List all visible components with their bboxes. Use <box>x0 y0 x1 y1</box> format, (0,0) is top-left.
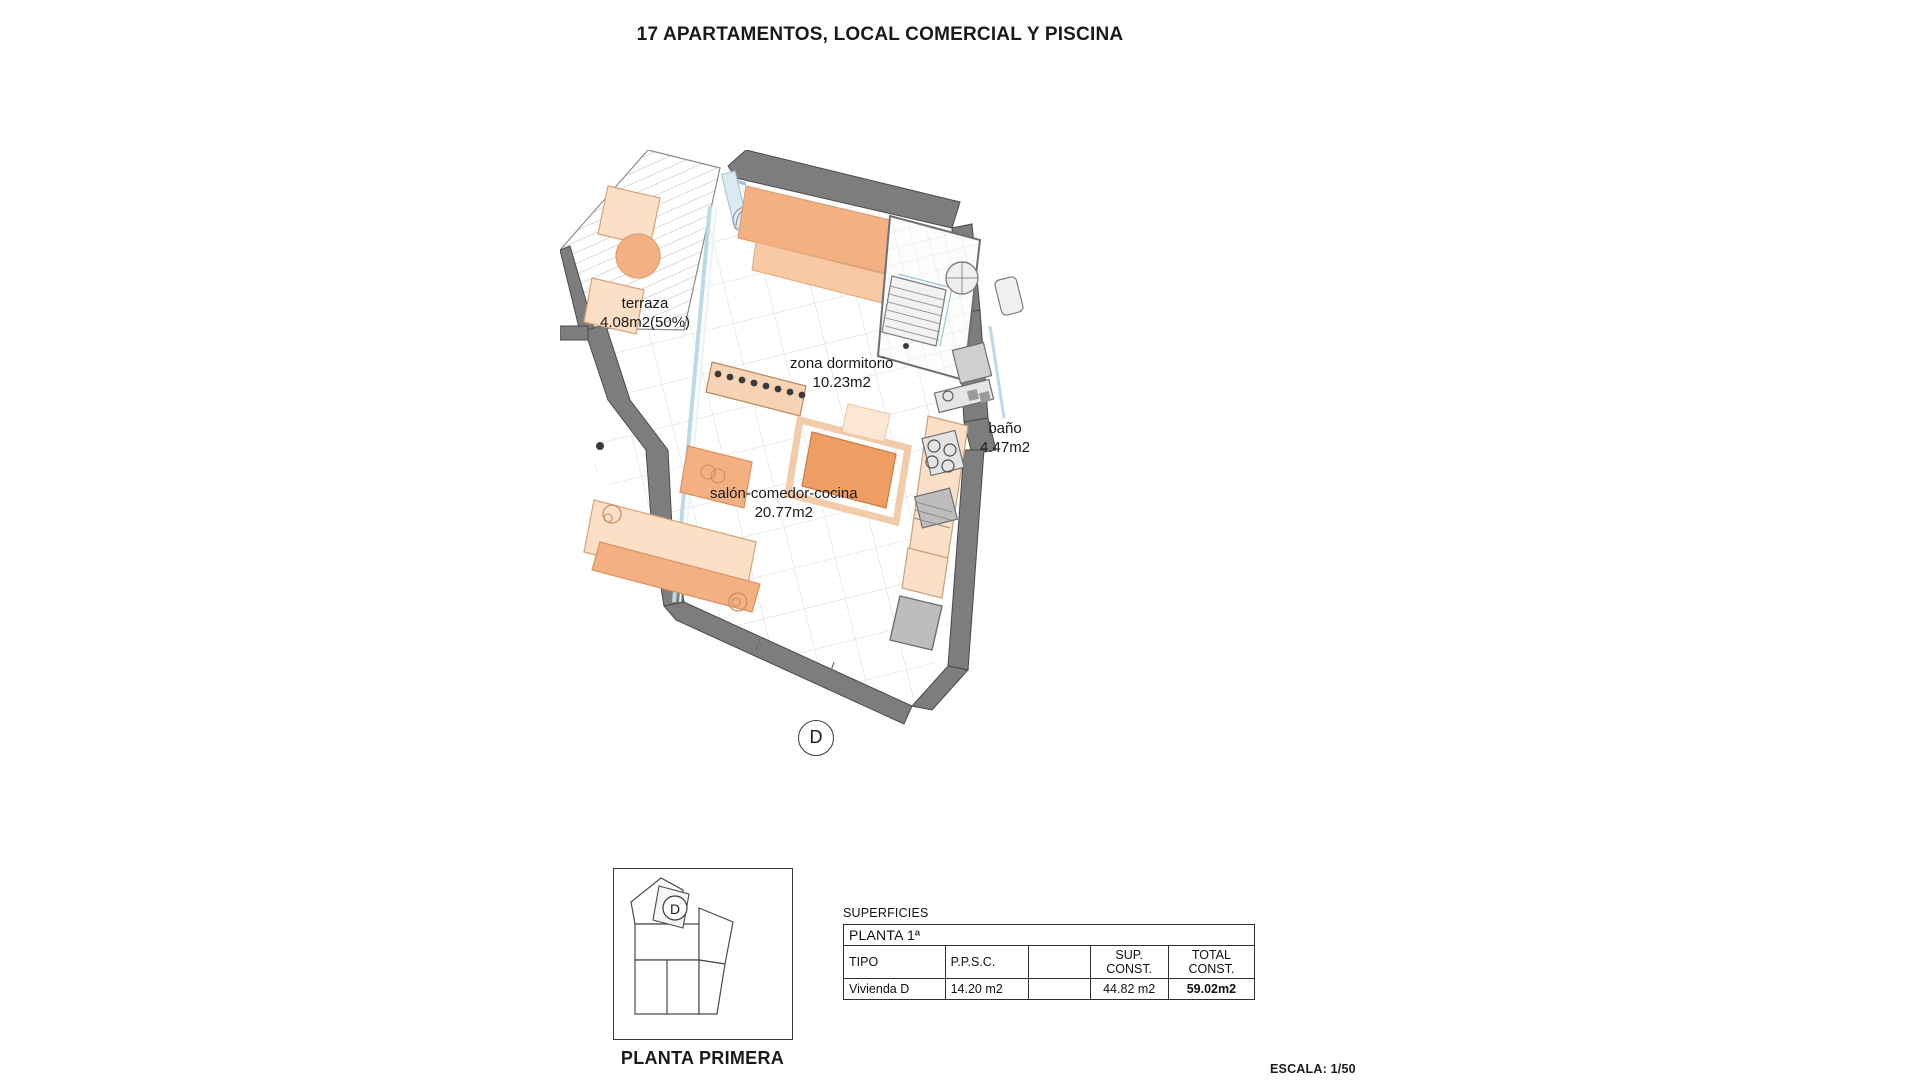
key-plan-svg <box>613 868 793 1040</box>
room-name-terraza: terraza <box>621 295 669 312</box>
room-area-terraza: 4.08m2(50%) <box>600 313 691 331</box>
col-header-blank <box>1028 946 1090 979</box>
surfaces-table <box>843 924 1255 1000</box>
scale-note: ESCALA: 1/50 <box>1270 1062 1356 1076</box>
plan-point-marker <box>596 442 604 450</box>
floor-plan <box>560 150 1340 830</box>
surfaces-floor-name: PLANTA 1ª <box>844 925 1255 946</box>
key-plan <box>613 868 793 1040</box>
col-header-tipo: TIPO <box>844 946 946 979</box>
room-label-dormitorio <box>790 355 893 393</box>
room-name-dormitorio: zona dormitorio <box>790 355 894 372</box>
cell-tipo: Vivienda D <box>844 979 946 1000</box>
cell-sup-const: 44.82 m2 <box>1090 979 1168 1000</box>
room-area-dormitorio: 10.23m2 <box>812 373 871 391</box>
room-area-salon: 20.77m2 <box>754 503 813 521</box>
table-row <box>844 979 1255 1000</box>
col-header-ppsc: P.P.S.C. <box>945 946 1028 979</box>
unit-tag: D <box>798 720 834 756</box>
cell-ppsc: 14.20 m2 <box>945 979 1028 1000</box>
floor-plan-svg <box>560 150 1340 830</box>
surfaces-block <box>843 906 1258 1000</box>
table-header-row <box>844 946 1255 979</box>
table-row-floor <box>844 925 1255 946</box>
key-plan-tag-letter: D <box>669 901 681 917</box>
page-title: 17 APARTAMENTOS, LOCAL COMERCIAL Y PISCINA <box>636 24 1124 45</box>
room-label-salon <box>710 485 858 523</box>
col-header-sup-const: SUP. CONST. <box>1090 946 1168 979</box>
cell-total-const: 59.02m2 <box>1168 979 1254 1000</box>
col-header-total-const: TOTAL CONST. <box>1168 946 1254 979</box>
room-label-terraza <box>600 295 690 333</box>
room-name-bano: baño <box>988 420 1022 437</box>
room-label-bano <box>980 420 1030 458</box>
room-area-bano: 4.47m2 <box>980 438 1031 456</box>
room-name-salon: salón-comedor-cocina <box>710 485 858 502</box>
cell-blank <box>1028 979 1090 1000</box>
key-plan-caption: PLANTA PRIMERA <box>620 1048 785 1068</box>
surfaces-heading: SUPERFICIES <box>843 906 929 920</box>
